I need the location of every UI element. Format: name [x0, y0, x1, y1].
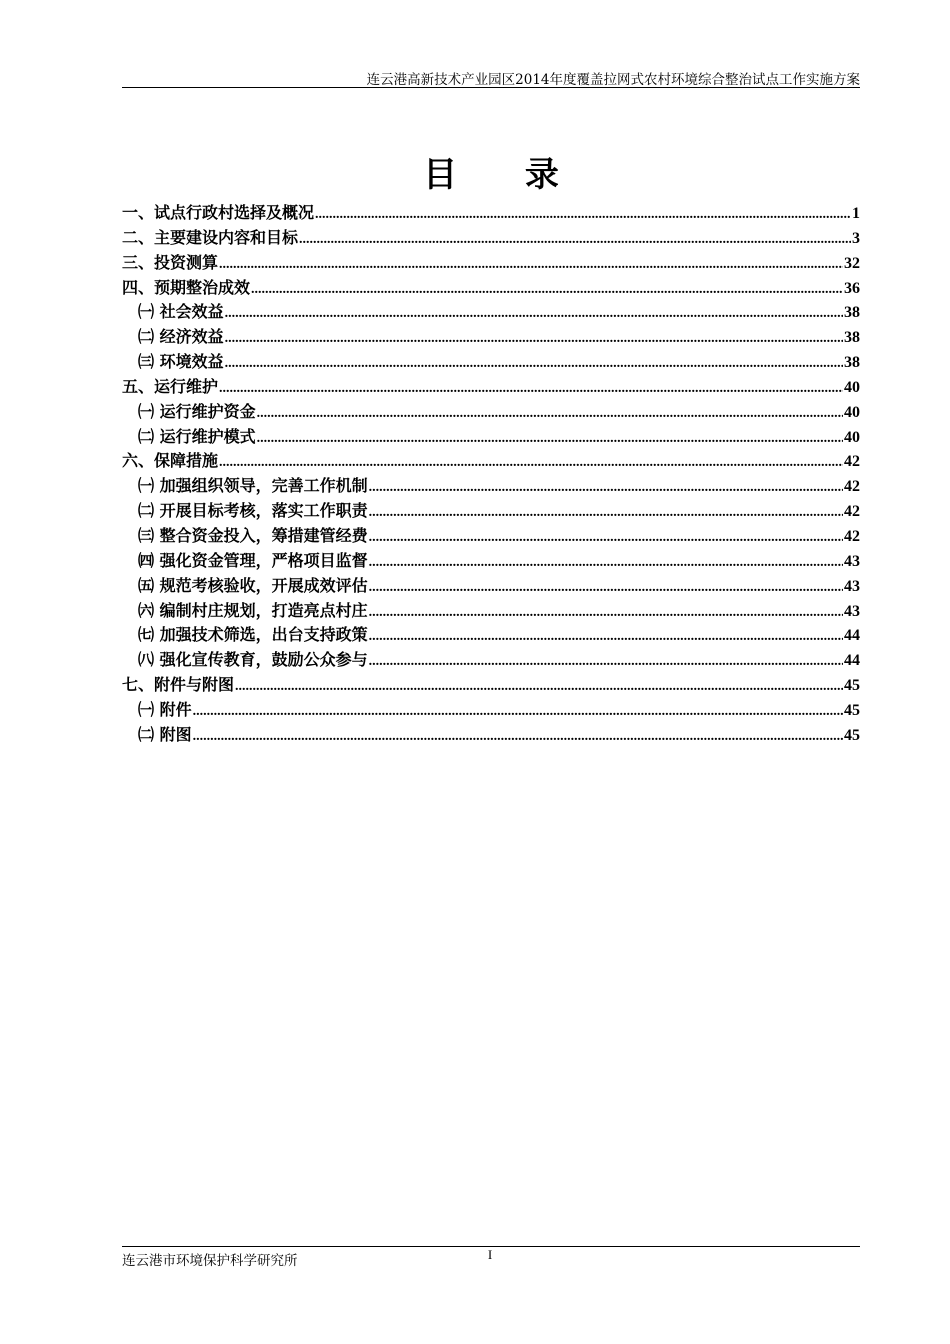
toc-entry[interactable] [122, 599, 860, 624]
toc-entry-page: 42 [844, 453, 860, 471]
toc-entry-page: 32 [844, 254, 860, 272]
toc-entry-page: 40 [844, 428, 860, 446]
toc-dot-leader [257, 427, 843, 452]
toc-entry-label: ㈧ 强化宣传教育，鼓励公众参与 [138, 650, 368, 670]
toc-entry-label: ㈠ 加强组织领导，完善工作机制 [138, 476, 368, 496]
toc-entry[interactable] [122, 201, 860, 226]
toc-entry[interactable] [122, 673, 860, 698]
toc-dot-leader [193, 700, 843, 725]
toc-entry-page: 45 [844, 701, 860, 719]
toc-dot-leader [315, 203, 851, 228]
toc-entry[interactable] [122, 549, 860, 574]
toc-entry[interactable] [122, 251, 860, 276]
toc-title: 目 录 [423, 155, 587, 195]
toc-dot-leader [369, 476, 843, 501]
toc-entry[interactable] [122, 425, 860, 450]
toc-entry-page: 45 [844, 726, 860, 744]
toc-dot-leader [219, 451, 843, 476]
toc-entry-label: 五、运行维护 [122, 376, 219, 396]
toc-entry-page: 38 [844, 304, 860, 322]
toc-dot-leader [235, 675, 843, 700]
toc-entry-page: 1 [852, 205, 860, 222]
toc-entry[interactable] [122, 325, 860, 350]
toc-entry[interactable] [122, 300, 860, 325]
toc-entry-label: ㈡ 运行维护模式 [138, 426, 256, 446]
footer-organization: 连云港市环境保护科学研究所 [122, 1253, 298, 1269]
toc-dot-leader [225, 352, 843, 377]
toc-entry-page: 44 [844, 652, 860, 670]
toc-entry-label: ㈢ 环境效益 [138, 352, 224, 372]
toc-entry-label: ㈠ 附件 [138, 699, 192, 719]
toc-entry-page: 38 [844, 354, 860, 372]
toc-entry[interactable] [122, 350, 860, 375]
toc-entry[interactable] [122, 574, 860, 599]
table-of-contents [122, 201, 860, 748]
toc-entry[interactable] [122, 375, 860, 400]
toc-entry-label: ㈥ 编制村庄规划，打造亮点村庄 [138, 600, 368, 620]
toc-dot-leader [369, 650, 843, 675]
toc-entry-page: 40 [844, 403, 860, 421]
toc-entry-label: ㈦ 加强技术筛选，出台支持政策 [138, 625, 368, 645]
page-header: 连云港高新技术产业园区2014年度覆盖拉网式农村环境综合整治试点工作实施方案 [366, 72, 860, 88]
toc-dot-leader [225, 302, 843, 327]
toc-entry-label: ㈠ 运行维护资金 [138, 401, 256, 421]
toc-dot-leader [219, 253, 843, 278]
toc-entry[interactable] [122, 499, 860, 524]
toc-entry-label: ㈣ 强化资金管理，严格项目监督 [138, 550, 368, 570]
toc-entry-page: 42 [844, 503, 860, 521]
toc-dot-leader [251, 278, 843, 303]
toc-entry-page: 36 [844, 279, 860, 297]
toc-entry-label: 一、试点行政村选择及概况 [122, 203, 315, 222]
toc-dot-leader [369, 526, 843, 551]
toc-entry-label: ㈤ 规范考核验收，开展成效评估 [138, 575, 368, 595]
toc-entry-label: ㈠ 社会效益 [138, 302, 224, 322]
toc-entry[interactable] [122, 226, 860, 251]
toc-entry-label: ㈡ 经济效益 [138, 327, 224, 347]
toc-dot-leader [369, 625, 843, 650]
toc-entry-label: 七、附件与附图 [122, 675, 235, 695]
toc-dot-leader [193, 725, 843, 750]
footer-page-number: I [487, 1247, 493, 1262]
toc-entry-page: 42 [844, 527, 860, 545]
toc-entry-page: 43 [844, 602, 860, 620]
toc-entry-label: 四、预期整治成效 [122, 277, 251, 297]
toc-entry-page: 43 [844, 552, 860, 570]
toc-entry[interactable] [122, 723, 860, 748]
toc-dot-leader [369, 601, 843, 626]
toc-entry[interactable] [122, 698, 860, 723]
toc-dot-leader [225, 327, 843, 352]
toc-entry-label: ㈡ 附图 [138, 724, 192, 744]
toc-dot-leader [257, 402, 843, 427]
toc-entry-page: 45 [844, 677, 860, 695]
toc-entry[interactable] [122, 276, 860, 301]
toc-entry-label: 六、保障措施 [122, 451, 219, 471]
toc-entry-label: ㈡ 开展目标考核，落实工作职责 [138, 501, 368, 521]
toc-entry[interactable] [122, 449, 860, 474]
toc-dot-leader [219, 377, 843, 402]
toc-entry-label: 二、主要建设内容和目标 [122, 227, 299, 247]
toc-entry[interactable] [122, 623, 860, 648]
toc-entry-page: 43 [844, 577, 860, 595]
header-rule [122, 87, 860, 88]
toc-entry-label: ㈢ 整合资金投入，筹措建管经费 [138, 525, 368, 545]
toc-entry-label: 三、投资测算 [122, 252, 219, 272]
toc-entry[interactable] [122, 400, 860, 425]
toc-dot-leader [369, 501, 843, 526]
toc-dot-leader [369, 551, 843, 576]
toc-entry-page: 44 [844, 627, 860, 645]
toc-entry-page: 38 [844, 329, 860, 347]
toc-entry[interactable] [122, 474, 860, 499]
toc-entry[interactable] [122, 524, 860, 549]
toc-entry-page: 40 [844, 378, 860, 396]
toc-entry[interactable] [122, 648, 860, 673]
toc-entry-page: 42 [844, 478, 860, 496]
toc-dot-leader [299, 228, 851, 253]
toc-entry-page: 3 [852, 229, 860, 247]
toc-dot-leader [369, 576, 843, 601]
